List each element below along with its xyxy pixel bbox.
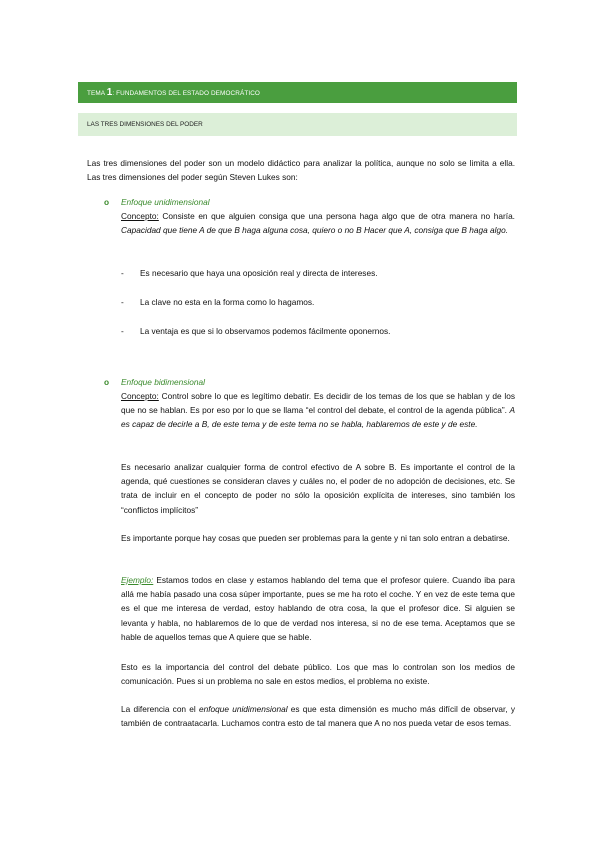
dash-marker: - xyxy=(121,297,124,307)
s2-paragraph-1: Es necesario analizar cualquier forma de control efectivo de A sobre B. Es importante el control de la agenda, qué cuestiones se consideran claves y cuáles no, el poder de no adopción de decisiones, etc. Se trata de incluir en el concepto de poder no sólo la oposición explícita de intereses, sino también los “conflictos implícitos” xyxy=(121,462,515,515)
s1-bullet-2-text: La clave no esta en la forma como lo hagamos. xyxy=(140,297,315,307)
s2-example-paragraph xyxy=(121,573,515,644)
s2-example-label: Ejemplo: xyxy=(121,575,154,585)
s1-concept-label: Concepto: xyxy=(121,211,159,221)
intro-paragraph: Las tres dimensiones del poder son un modelo didáctico para analizar la política, aunque no solo se limita a ella. Las tres dimensiones del poder según Steven Lukes son: xyxy=(87,158,515,183)
s2-concept-label: Concepto: xyxy=(121,391,159,401)
tema-number: 1 xyxy=(106,87,113,98)
subsection-header-bar xyxy=(78,113,517,136)
s1-bullet-3 xyxy=(121,325,515,337)
s2-concept-italic: A es capaz de decirle a B, de este tema y de este tema no se habla, hablaremos de este y de este. xyxy=(121,405,515,430)
s2-bullet-marker: o xyxy=(104,377,110,387)
s2-title: Enfoque bidimensional xyxy=(121,377,205,387)
dash-marker: - xyxy=(121,326,124,336)
s1-bullet-2 xyxy=(121,296,515,308)
s1-bullet-3-text: La ventaja es que si lo observamos podemos fácilmente oponernos. xyxy=(140,326,391,336)
s2-example-text: Estamos todos en clase y estamos hablando del tema que el profesor quiere. Cuando iba para allá me había pasado una cosa súper importante, pues se me ha roto el coche. Y en vez de este tema que es el que me interesa de verdad, estoy hablando de otra cosa, la que el profesor dice. Si alguien se levanta y habla, no hablaremos de lo que de verdad nos interesa, si no de ese tema. Aceptamos que se hable de aquellos temas que A quiere que se hable. xyxy=(121,575,515,642)
s2-concept-text: Control sobre lo que es legítimo debatir. Es decidir de los temas de los que se hablan y de los que no se hablan. Es por eso por lo que se llama “el control del debate, el control de la agenda pública”. xyxy=(121,391,515,416)
s1-concept-italic: Capacidad que tiene A de que B haga alguna cosa, quiero o no B Hacer que A, consiga que B haga algo. xyxy=(121,225,509,236)
s2-p4-a: La diferencia con el xyxy=(121,704,199,714)
tema-prefix: TEMA xyxy=(87,90,107,97)
s2-paragraph-3: Esto es la importancia del control del debate público. Los que mas lo controlan son los medios de comunicación. Pues si un problema no sale en estos medios, el problema no existe. xyxy=(121,662,515,687)
s1-bullet-marker: o xyxy=(104,197,110,207)
s2-p4-b: es que esta dimensión es mucho más difícil de observar, y también de contraatacarla. Luchamos contra esto de tal manera que A no nos pueda vetar de esos temas. xyxy=(121,704,515,729)
section-header-bar xyxy=(78,82,517,103)
s1-concept-paragraph xyxy=(121,209,515,237)
s1-bullet-1-text: Es necesario que haya una oposición real y directa de intereses. xyxy=(140,268,378,278)
s2-paragraph-4 xyxy=(121,702,515,730)
s2-p4-italic: enfoque unidimensional xyxy=(198,704,288,714)
s2-paragraph-2: Es importante porque hay cosas que pueden ser problemas para la gente y ni tan solo entran a debatirse. xyxy=(121,533,510,543)
tema-title: : FUNDAMENTOS DEL ESTADO DEMOCRÁTICO xyxy=(112,90,260,97)
s2-concept-paragraph xyxy=(121,389,515,432)
s1-heading xyxy=(104,196,210,208)
dash-marker: - xyxy=(121,268,124,278)
subsection-title: LAS TRES DIMENSIONES DEL PODER xyxy=(87,121,203,128)
s1-bullet-1 xyxy=(121,267,515,279)
s1-title: Enfoque unidimensional xyxy=(121,197,210,207)
s1-concept-text: Consiste en que alguien consiga que una persona haga algo que de otra manera no haría. xyxy=(158,211,515,221)
s2-heading xyxy=(104,376,205,388)
